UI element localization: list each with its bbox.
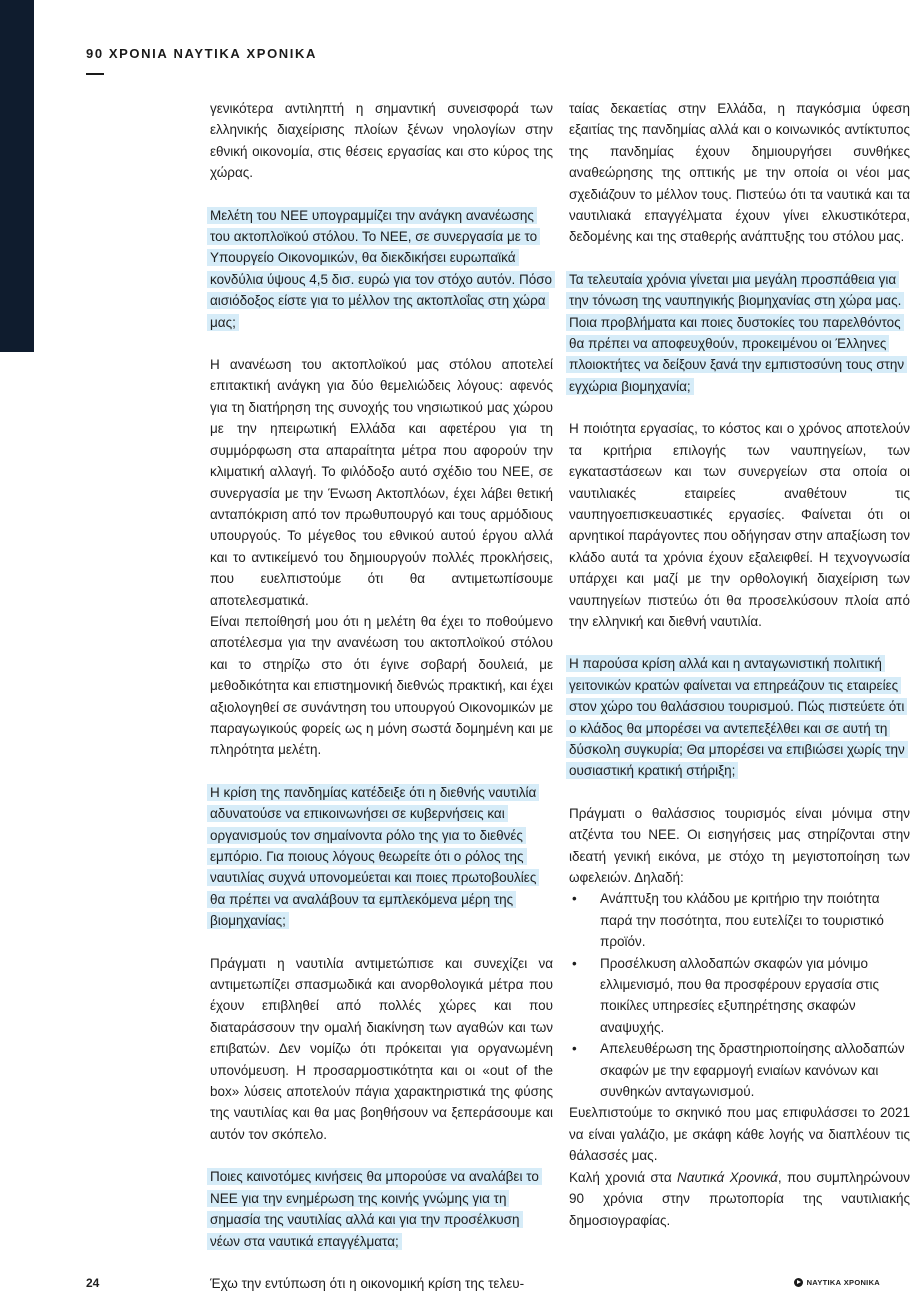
publication-name: Ναυτικά Χρονικά xyxy=(677,1169,778,1185)
question-text: Μελέτη του ΝΕΕ υπογραμμίζει την ανάγκη ανανέωσης του ακτοπλοϊκού στόλου. Το ΝΕΕ, σε συνεργασία με το Υπουργείο Οικονομικών, θα διεκδικήσει ευρωπαϊκά κονδύλια ύψους 4,5 δισ. ευρώ για τον στόχο αυτόν. Πόσο αισιόδοξος είστε για το μέλλον της ακτοπλοΐας στη χώρα μας; xyxy=(207,207,555,331)
list-item xyxy=(569,953,910,1039)
answer-paragraph: ταίας δεκαετίας στην Ελλάδα, η παγκόσμια ύφεση εξαιτίας της πανδημίας αλλά και ο κοινωνικός αντίκτυπος της πανδημίας έχουν δημιουργήσει συνθήκες αναθεώρησης της οπτικής με την οποία οι νέοι μας σχεδιάζουν το μέλλον τους. Πιστεύω ότι τα ναυτικά και τα ναυτιλιακά επαγγέλματα έχουν γίνει ελκυστικότερα, δεδομένης και της σταθερής ανάπτυξης του στόλου μας. xyxy=(569,101,910,245)
answer-paragraph: Ευελπιστούμε το σκηνικό που μας επιφυλάσσει το 2021 να είναι γαλάζιο, με σκάφη κάθε λογής να διαπλέουν τις θάλασσές μας. xyxy=(569,1105,910,1164)
list-item-text: Προσέλκυση αλλοδαπών σκαφών για μόνιμο ελλιμενισμό, που θα προσφέρουν εργασία στις ποικίλες υπηρεσίες εξυπηρέτησης σκαφών αναψυχής. xyxy=(600,955,879,1035)
answer-paragraph: Είναι πεποίθησή μου ότι η μελέτη θα έχει το ποθούμενο αποτέλεσμα για την ανανέωση του ακτοπλοϊκού στόλου και το στηρίζω στο ότι έγινε σοβαρή δουλειά, με μεθοδικότητα και επιστημονική διεθνώς πρακτική, και έχει αξιολογηθεί σε συνάντηση του υπουργού Οικονομικών με παραγωγικούς φορείς ως η μόνη σωστά δομημένη και με πληρότητα μελέτη. xyxy=(210,613,553,758)
answer-paragraph: Πράγματι ο θαλάσσιος τουρισμός είναι μόνιμα στην ατζέντα του ΝΕΕ. Οι εισηγήσεις μας στηρίζονται στην ιδεατή γενική εικόνα, με στόχο τη μεγιστοποίηση των ωφελειών. Δηλαδή: xyxy=(569,805,910,885)
closing-text: , που συμπληρώνουν 90 χρόνια στην πρωτοπορία της ναυτιλιακής δημοσιογραφίας. xyxy=(569,1169,910,1228)
logo-text: ΝΑΥΤΙΚΑ ΧΡΟΝΙΚΑ xyxy=(806,1278,880,1287)
question-text: Ποιες καινοτόμες κινήσεις θα μπορούσε να αναλάβει το ΝΕΕ για την ενημέρωση της κοινής γνώμης για τη σημασία της ναυτιλίας αλλά και για την προσέλκυση νέων στα ναυτικά επαγγέλματα; xyxy=(207,1168,542,1249)
left-column xyxy=(210,98,553,1315)
sidebar-accent-bar xyxy=(0,0,34,352)
answer-paragraph: Η ποιότητα εργασίας, το κόστος και ο χρόνος αποτελούν τα κριτήρια επιλογής των ναυπηγείων, των εγκαταστάσεων και των συνεργείων στα οποία οι ναυτιλιακές εταιρείες αναθέτουν τις ναυπηγοεπισκευαστικές εργασίες. Φαίνεται ότι οι αρνητικοί παράγοντες που οδήγησαν στην απαξίωση τον κλάδο αυτά τα χρόνια έχουν εξαλειφθεί. Η τεχνογνωσία υπάρχει και μαζί με την ορθολογική διαχείριση των ναυπηγείων πιστεύω ότι θα προσελκύσουν πλοία από την ελληνική και διεθνή ναυτιλία. xyxy=(569,421,910,629)
bullet-icon: • xyxy=(572,1041,577,1057)
question-text: Η παρούσα κρίση αλλά και η ανταγωνιστική πολιτική γειτονικών κρατών φαίνεται να επηρεάζουν τις εταιρείες στον χώρο του θαλάσσιου τουρισμού. Πώς πιστεύετε ότι ο κλάδος θα μπορέσει να αντεπεξέλθει και σε αυτή τη δύσκολη συγκυρία; Θα μπορέσει να επιβιώσει χωρίς την ουσιαστική κρατική στήριξη; xyxy=(566,655,908,779)
closing-text: Καλή χρονιά στα xyxy=(569,1169,678,1185)
question-block xyxy=(569,269,910,397)
answer-paragraph: Πράγματι η ναυτιλία αντιμετώπισε και συνεχίζει να αντιμετωπίζει σπασμωδικά και ανορθολογικά μέτρα που έχουν επιβληθεί από πολλές χώρες και που διαταράσσουν την ομαλή διακίνηση των αγαθών και των επιβατών. Δεν νομίζω ότι πρόκειται για οργανωμένη υπονόμευση. Η προσαρμοστικότητα και οι «out of the box» λύσεις αποτελούν πάγια χαρακτηριστικά της φύσης της ναυτιλίας και θα μας βοηθήσουν να ξεπεράσουμε και αυτόν τον σκόπελο. xyxy=(210,955,553,1142)
closing-paragraph xyxy=(569,1167,910,1231)
question-text: Τα τελευταία χρόνια γίνεται μια μεγάλη προσπάθεια για την τόνωση της ναυπηγικής βιομηχανίας στη χώρα μας. Ποια προβλήματα και ποιες δυστοκίες του παρελθόντος θα πρέπει να αποφευχθούν, προκειμένου οι Έλληνες πλοιοκτήτες να δείξουν ξανά την εμπιστοσύνη τους στην εγχώρια βιομηχανία; xyxy=(566,271,907,395)
answer-paragraph: γενικότερα αντιληπτή η σημαντική συνεισφορά των ελληνικής διαχείρισης πλοίων ξένων νηολογίων στην εθνική οικονομία, στις θέσεις εργασίας και στο κύρος της χώρας. xyxy=(210,101,553,181)
bullet-list xyxy=(569,888,910,1102)
bullet-icon: • xyxy=(572,955,577,971)
list-item-text: Απελευθέρωση της δραστηριοποίησης αλλοδαπών σκαφών με την εφαρμογή ενιαίων κανόνων και συνθηκών ανταγωνισμού. xyxy=(600,1041,905,1100)
question-text: Η κρίση της πανδημίας κατέδειξε ότι η διεθνής ναυτιλία αδυνατούσε να επικοινωνήσει σε κυβερνήσεις και οργανισμούς τον σημαίνοντα ρόλο της για το διεθνές εμπόριο. Για ποιους λόγους θεωρείτε ότι ο ρόλος της ναυτιλίας συχνά υπονομεύεται και ποιες πρωτοβουλίες θα πρέπει να αναλάβουν τα εμπλεκόμενα μέρη της βιομηχανίας; xyxy=(207,784,539,929)
header-rule xyxy=(86,73,104,75)
list-item-text: Ανάπτυξη του κλάδου με κριτήριο την ποιότητα παρά την ποσότητα, που ευτελίζει το τουριστικό προϊόν. xyxy=(600,891,884,950)
answer-paragraph: Η ανανέωση του ακτοπλοϊκού μας στόλου αποτελεί επιτακτική ανάγκη για δύο θεμελιώδεις λόγους: αφενός για τη διατήρηση της συνοχής του νησιωτικού μας χώρου με την ηπειρωτική Ελλάδα και αφετέρου για τη συμμόρφωση στα απαραίτητα μέτρα που αφορούν την κλιματική αλλαγή. Το φιλόδοξο αυτό σχέδιο του ΝΕΕ, σε συνεργασία με την Ένωση Ακτοπλόων, έχει λάβει θετική ανταπόκριση από τον πρωθυπουργό και τους αρμόδιους υπουργούς. Το μέγεθος του εθνικού αυτού έργου αλλά και το αντικείμενό του δημιουργούν πολλές προκλήσεις, που ευελπιστούμε ότι θα αντιμετωπίσουμε αποτελεσματικά. xyxy=(210,357,553,608)
running-header: 90 ΧΡΟΝΙΑ ΝΑΥΤΙΚΑ ΧΡΟΝΙΚΑ xyxy=(86,46,317,61)
list-item xyxy=(569,888,910,952)
logo-icon xyxy=(794,1278,803,1287)
question-block xyxy=(210,1166,553,1252)
question-block xyxy=(569,653,910,781)
page-number: 24 xyxy=(86,1276,100,1290)
bullet-icon: • xyxy=(572,891,577,907)
answer-paragraph: Έχω την εντύπωση ότι η οικονομική κρίση της τελευ- xyxy=(210,1275,525,1291)
question-block xyxy=(210,205,553,333)
right-column xyxy=(569,98,910,1231)
publication-logo xyxy=(794,1278,880,1287)
question-block xyxy=(210,782,553,932)
list-item xyxy=(569,1038,910,1102)
